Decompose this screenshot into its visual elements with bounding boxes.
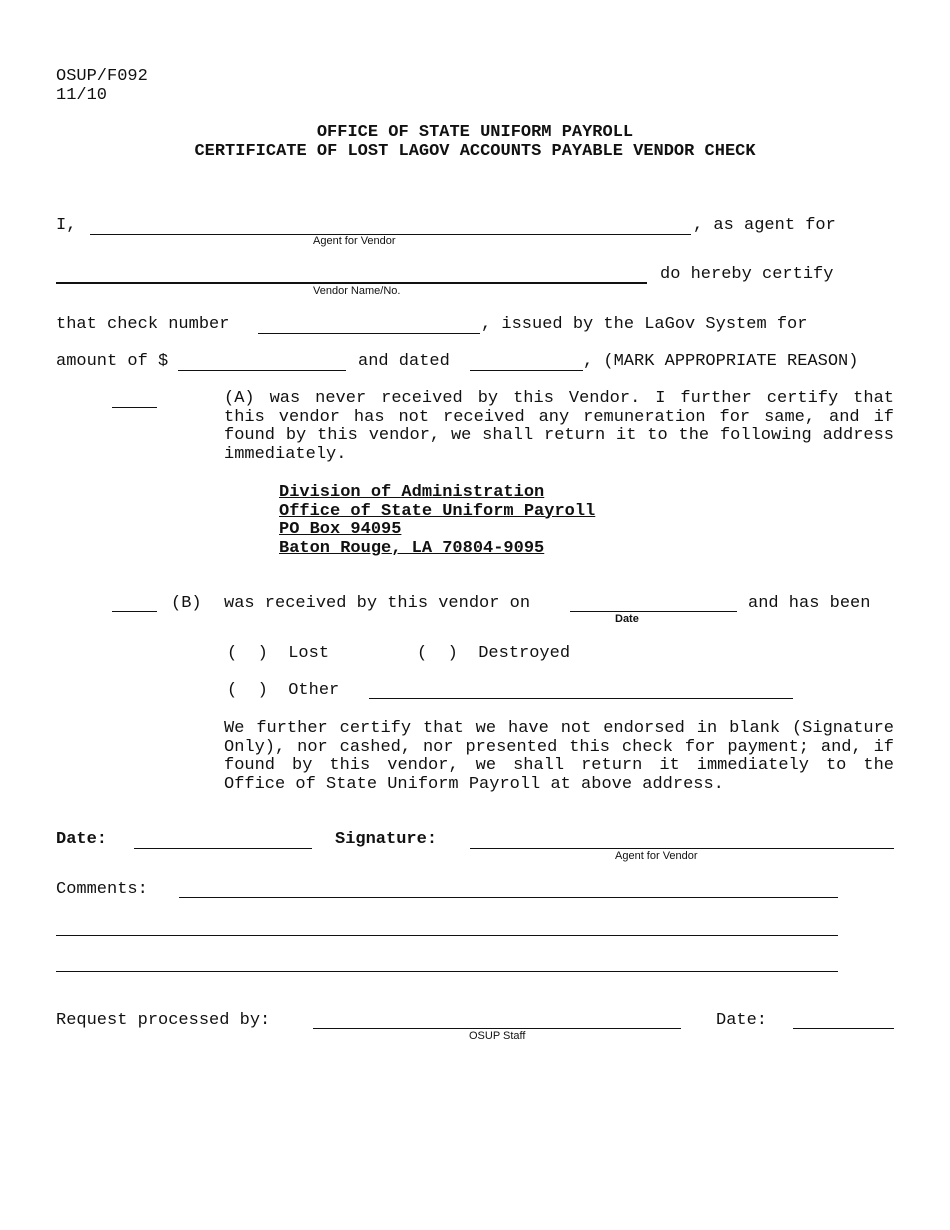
signature-date-label: Date: [56,830,108,849]
processed-by-field[interactable] [313,1028,681,1029]
other-reason-field[interactable] [369,698,793,699]
processed-by-label: Request processed by: [56,1011,271,1030]
other-option[interactable]: ( ) Other [227,681,340,700]
osup-staff-caption: OSUP Staff [469,1030,526,1042]
processed-date-label: Date: [716,1011,768,1030]
processed-date-field[interactable] [793,1028,894,1029]
comments-label: Comments: [56,880,148,899]
address-line-2: Office of State Uniform Payroll [279,501,596,521]
return-address [279,484,595,558]
check-date-field[interactable] [470,370,583,371]
check-number-label: that check number [56,315,230,334]
form-title [0,124,950,161]
address-line-3: PO Box 94095 [279,520,402,539]
title-line-1: OFFICE OF STATE UNIFORM PAYROLL [316,123,634,142]
option-b-label: (B) [171,594,202,613]
comments-line-1[interactable] [179,897,838,898]
address-line-4: Baton Rouge, LA 70804-9095 [279,538,545,558]
comments-line-2[interactable] [56,935,838,936]
mark-reason-text: , (MARK APPROPRIATE REASON) [583,352,859,371]
as-agent-for-text: , as agent for [693,216,836,235]
received-date-caption: Date [615,613,639,625]
signature-label: Signature: [335,830,438,849]
signature-date-field[interactable] [134,848,312,849]
option-a-text: (A) was never received by this Vendor. I further certify that this vendor has not received any remuneration for same, and if found by this vendor, we shall return it to the following address immediately. [224,389,894,464]
i-label: I, [56,216,77,235]
signature-field[interactable] [470,848,894,849]
form-date: 11/10 [56,86,108,105]
form-code: OSUP/F092 [56,67,148,86]
amount-label: amount of $ [56,352,169,371]
option-b-checkbox[interactable] [112,611,157,612]
comments-line-3[interactable] [56,971,838,972]
amount-field[interactable] [178,370,346,371]
has-been-text: and has been [748,594,871,613]
check-number-field[interactable] [258,333,480,334]
signature-agent-caption: Agent for Vendor [615,850,698,862]
received-date-field[interactable] [570,611,737,612]
lost-option[interactable]: ( ) Lost [227,644,330,663]
vendor-name-caption: Vendor Name/No. [313,285,401,297]
further-certify-text: We further certify that we have not endorsed in blank (Signature Only), nor cashed, nor presented this check for payment; and, if found by this vendor, we shall return it immediately to the Office of State Uniform Payroll at above address. [224,719,894,794]
dated-label: and dated [358,352,450,371]
do-hereby-certify-text: do hereby certify [660,265,834,284]
option-a-checkbox[interactable] [112,407,157,408]
vendor-name-field[interactable] [56,282,647,284]
address-line-1: Division of Administration [279,483,545,502]
issued-by-text: , issued by the LaGov System for [481,315,808,334]
title-line-2: CERTIFICATE OF LOST LAGOV ACCOUNTS PAYABLE VENDOR CHECK [194,141,756,161]
destroyed-option[interactable]: ( ) Destroyed [417,644,571,663]
received-on-text: was received by this vendor on [224,594,531,613]
agent-for-vendor-caption: Agent for Vendor [313,235,396,247]
